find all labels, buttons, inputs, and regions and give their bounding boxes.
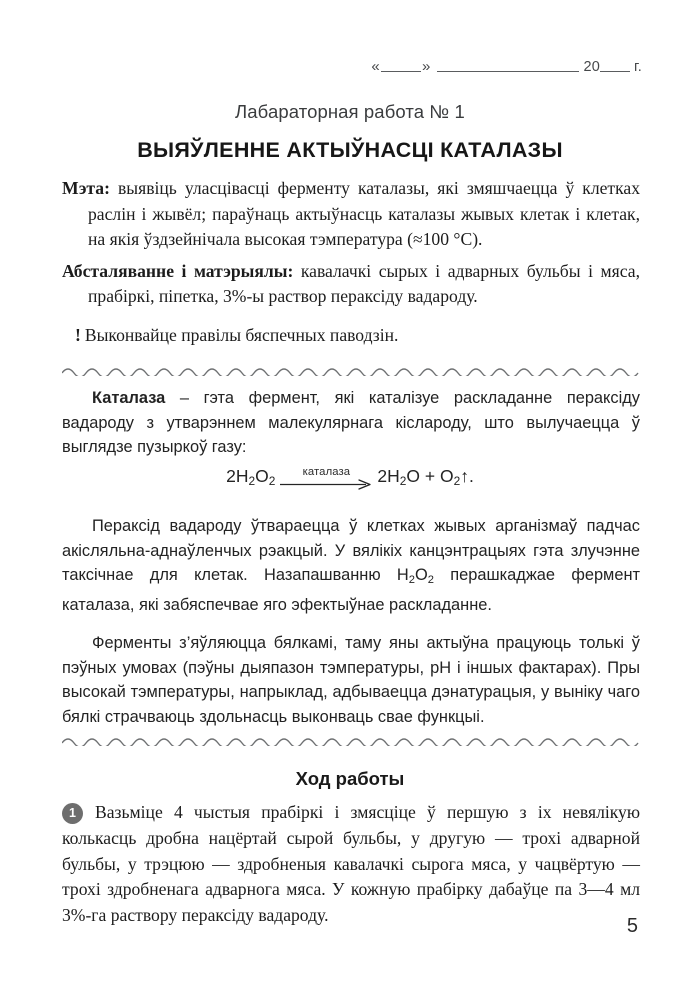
safety-warning — [62, 323, 640, 349]
day-blank — [381, 71, 421, 72]
procedure-steps — [62, 800, 640, 929]
theory-block-2 — [62, 514, 640, 732]
goal-paragraph — [62, 176, 640, 253]
page-title: ВЫЯЎЛЕННЕ АКТЫЎНАСЦІ КАТАЛАЗЫ — [137, 138, 563, 162]
materials-label: Абсталяванне і матэрыялы: — [62, 260, 294, 281]
chemical-equation — [0, 466, 700, 490]
equation-products — [377, 468, 473, 490]
year-prefix: 20 — [583, 59, 601, 75]
month-blank — [437, 71, 579, 72]
reactant-o: O — [255, 466, 269, 487]
reactant-sub-1: 2 — [248, 474, 256, 489]
reaction-arrow-group — [280, 466, 372, 490]
term-catalase: Каталаза — [92, 389, 166, 407]
theory-p2-b: O — [414, 566, 428, 585]
theory-paragraph-3: Ферменты з’яўляюцца бялкамі, таму яны актыўна працуюць толькі ў пэўных умовах (пэўны дыяпазон тэмпературы, рН і іншых фактарах). Пры высокай тэмпературы, напрыклад, адбываецца дэнатурацыя, у выніку чаго бялкі страчваюць здольнасць выконваць свае функцыі. — [62, 634, 640, 726]
step-text: Вазьміце 4 чыстыя прабіркі і змясціце ў першую з іх невялікую колькасць дробна нацёртай сырой бульбы, у другую — трохі адварной бульбы, у трэцюю — здробненыя кавалачкі сырога мяса, у чацвёртую — трохі здробненага адварнога мяса. У кожную прабірку дабаўце па 3—4 мл 3%-га раствору пераксіду вадароду. — [62, 802, 640, 926]
wavy-divider-bottom — [62, 732, 640, 746]
product-o: O + O — [406, 466, 454, 487]
page-number: 5 — [626, 915, 638, 937]
year-blank — [600, 71, 630, 72]
theory-p2-a: Пераксід вадароду ўтвараецца ў клетках жывых арганізмаў падчас акісляльна-аднаўленчых рэакцый. У вялікіх канцэнтрацыях гэта злучэнне таксічнае для клетак. Назапашванню H — [62, 517, 640, 585]
list-item — [62, 800, 640, 929]
materials-paragraph — [62, 259, 640, 310]
theory-p2-sub-1: 2 — [408, 573, 415, 586]
date-fill-in-line — [371, 58, 642, 75]
theory-p1-text: – гэта фермент, які каталізуе раскладанне пераксіду вадароду з утварэннем малекулярнага кіслароду, што вылучаецца ў выглядзе пузыркоў газу: — [62, 389, 640, 457]
procedure-heading: Ход работы — [295, 768, 405, 789]
theory-paragraph-2 — [62, 514, 640, 617]
reactant-sub-2: 2 — [268, 474, 276, 489]
theory-block — [62, 386, 640, 474]
wavy-divider-top — [62, 362, 640, 376]
product-sub-1: 2 — [399, 474, 407, 489]
reactant-h: 2H — [226, 466, 249, 487]
theory-p2-c: перашкаджае фермент каталаза, які забяспечвае яго эфектыўнае раскладанне. — [62, 566, 640, 614]
product-h: 2H — [377, 466, 400, 487]
goal-label: Мэта: — [62, 178, 110, 198]
quote-open: « — [371, 58, 380, 75]
materials-text: кавалачкі сырых і адварных бульбы і мяса, прабіркі, піпетка, 3%-ы раствор пераксіду вадароду. — [88, 260, 640, 306]
lab-number-heading: Лабараторная работа № 1 — [235, 101, 465, 122]
step-number-badge: 1 — [62, 803, 83, 824]
gas-release-arrow-icon: ↑. — [460, 466, 474, 487]
equation-reactants — [226, 468, 275, 490]
goal-text: выявіць уласцівасці ферменту каталазы, які змяшчаецца ў клетках раслін і жывёл; параўнаць актыўнасць каталазы жывых клетак і клетак, на якія ўздзейнічала высокая тэмпература (≈100 °С). — [88, 178, 640, 249]
year-suffix: г. — [634, 59, 642, 75]
warning-text: Выконвайце правілы бяспечных паводзін. — [84, 324, 399, 345]
intro-block — [62, 176, 640, 354]
quote-close: » — [421, 58, 431, 75]
catalyst-label: каталаза — [302, 466, 351, 478]
theory-p2-sub-2: 2 — [427, 573, 434, 586]
warning-exclamation-icon: ! — [75, 324, 81, 345]
product-sub-2: 2 — [453, 474, 461, 489]
right-arrow-icon — [280, 479, 372, 490]
theory-paragraph-1 — [62, 386, 640, 460]
